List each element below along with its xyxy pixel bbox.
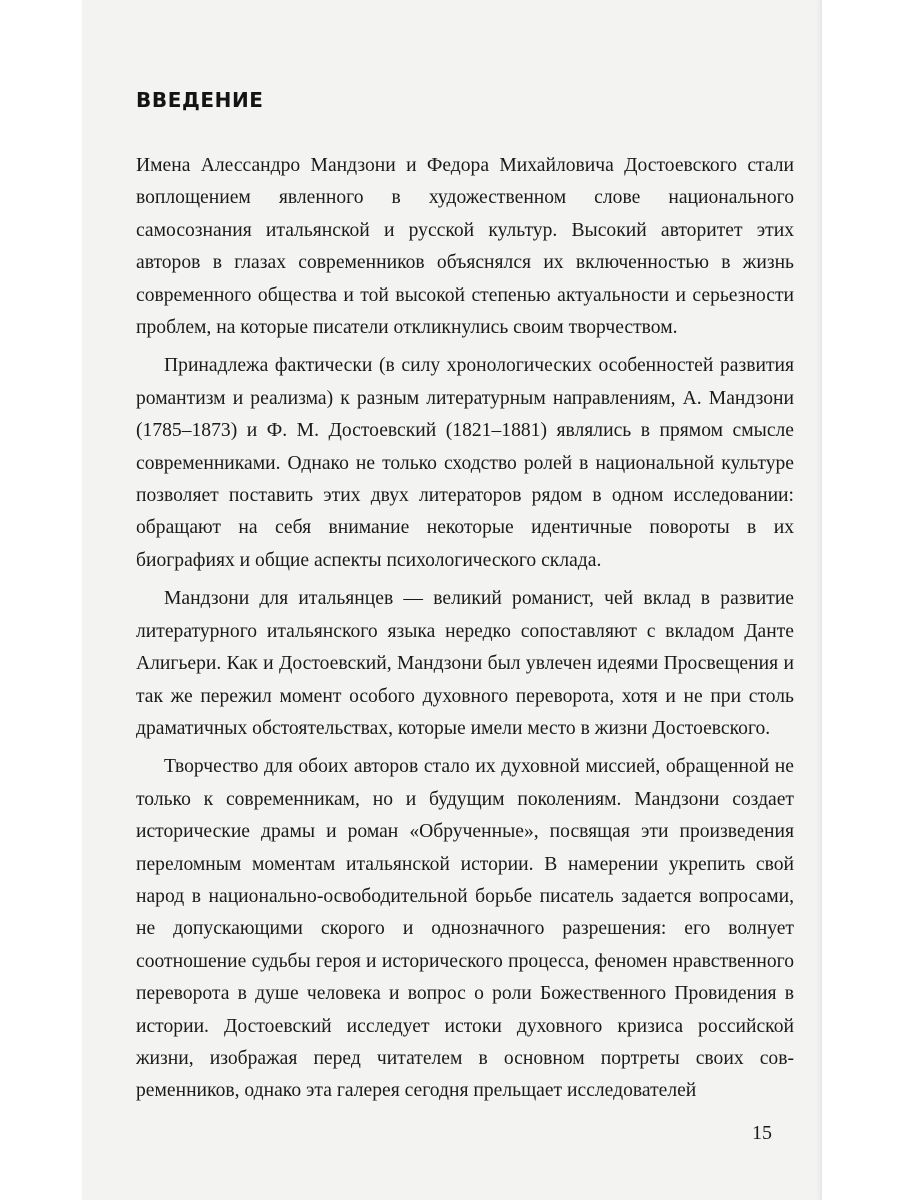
paragraph: Мандзони для итальянцев — великий романист, чей вклад в развитие литературного итальянского языка нередко сопоставляют с вкладом Данте Алигьери. Как и Достоевский, Мандзони был увлечен идеями Просвещения и так же пережил момент особого духовного переворота, хотя и не при столь драматичных обстоятельствах, которые имели место в жизни Достоевского. [136,588,794,739]
paragraph: Имена Алессандро Мандзони и Федора Михайловича Достоевского стали воплощением явленного в художественном слове национального самосознания итальянской и русской культур. Высокий авторитет этих авторов в глазах современников объяснялся их включенностью в жизнь современного общества и той высокой степенью актуальности и серьезности проблем, на которые писатели откликнулись своим творчеством. [136,155,794,339]
body-text [136,150,794,1114]
chapter-heading: ВВЕДЕНИЕ [136,88,264,112]
paragraph: Принадлежа фактически (в силу хронологических особенностей развития романтизм и реализма) к разным литературным направлениям, А. Мандзони (1785–1873) и Ф. М. Достоевский (1821–1881) являлись в прямом смысле современниками. Однако не только сходство ролей в национальной культуре позволяет поставить этих двух литераторов рядом в одном исследовании: обращают на себя внимание некоторые идентичные повороты в их биографиях и общие аспекты психологического склада. [136,355,794,571]
paragraph: Творчество для обоих авторов стало их духовной миссией, обращенной не только к современникам, но и будущим поколениям. Мандзони создает исторические драмы и роман «Обрученные», посвящая эти произведения переломным моментам итальянской истории. В намерении укрепить свой народ в национально-освободительной борьбе писатель задается вопросами, не допускающими скорого и однозначного разрешения: его волнует соотношение судьбы героя и исторического процесса, феномен нравственного переворота в душе человека и вопрос о роли Божественного Провидения в истории. Достоевский исследует истоки духовного кризиса российской жизни, изображая перед читателем в основном портреты своих современников, однако эта галерея сегодня прельщает исследователей [136,756,794,1102]
page-number: 15 [752,1122,772,1144]
